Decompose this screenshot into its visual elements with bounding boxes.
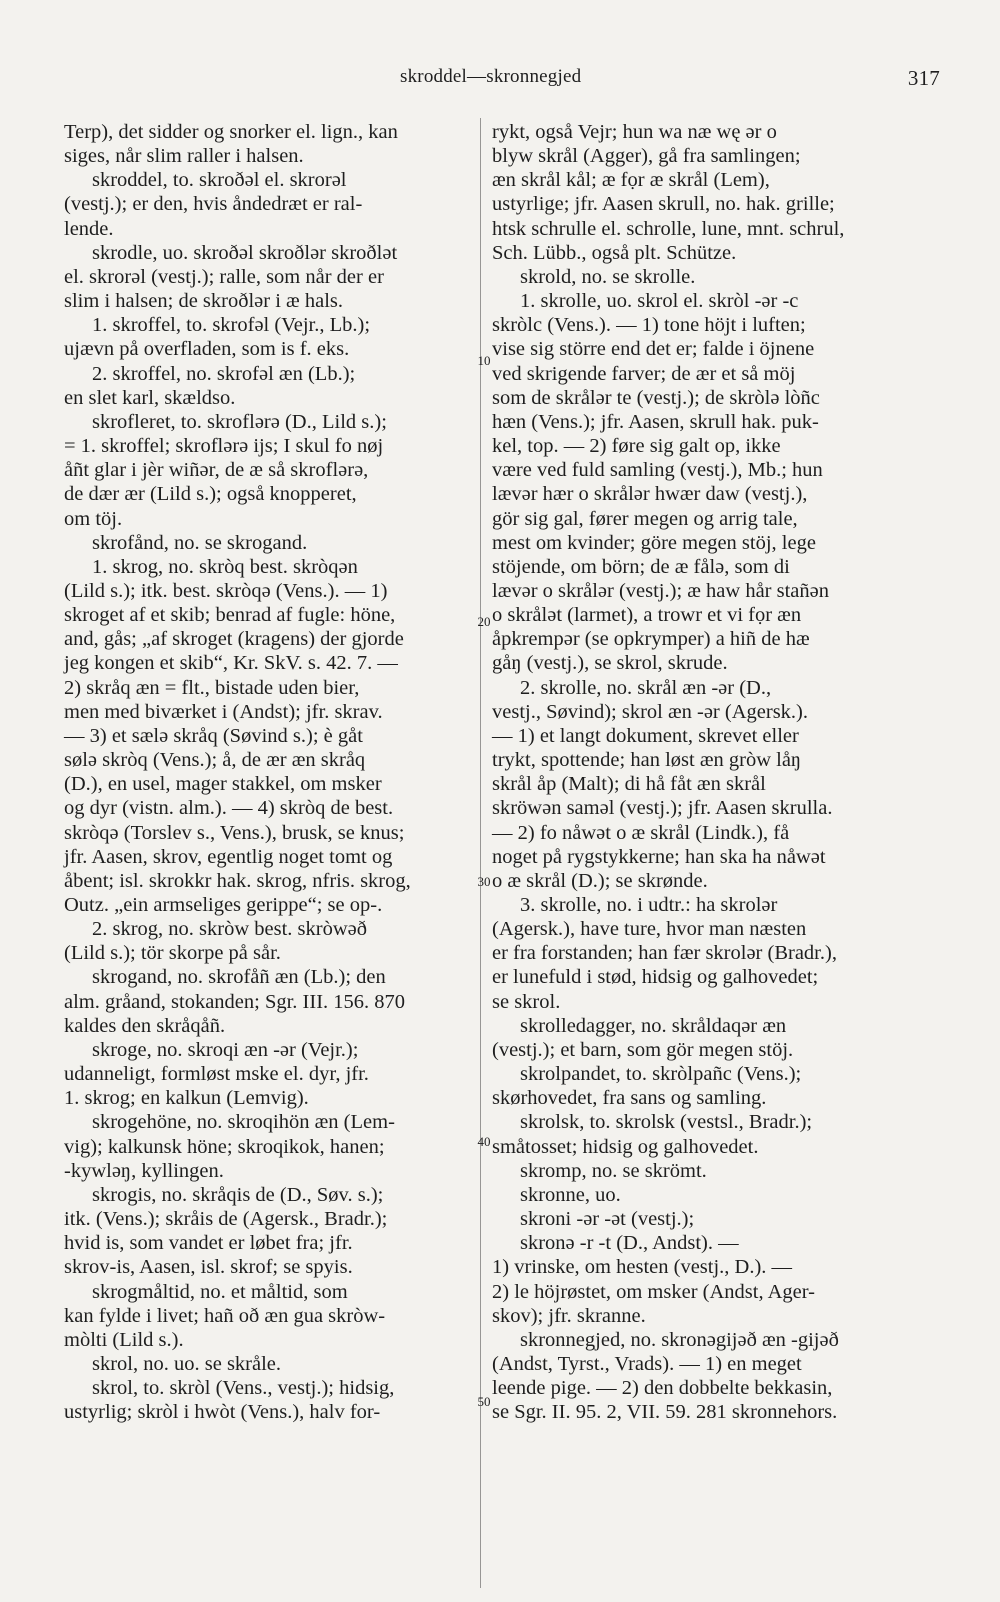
text-line: rykt, også Vejr; hun wa næ wę ər o	[492, 121, 777, 143]
text-line: o skrålət (larmet), a trowr et vi fọr æn	[492, 604, 802, 627]
text-line: 2. skrog, no. skròw best. skròwəð	[92, 918, 368, 941]
text-line: skrol, no. uo. se skråle.	[92, 1352, 282, 1375]
margin-line-number: 10	[477, 353, 491, 368]
text-line: en slet karl, skældso.	[64, 386, 236, 409]
text-line: skrål åp (Malt); di hå fåt æn skrål	[492, 773, 766, 796]
text-line: itk. (Vens.); skråis de (Agersk., Bradr.);	[64, 1208, 388, 1231]
text-line: om töj.	[64, 507, 123, 530]
text-line: mest om kvinder; göre megen stöj, lege	[492, 531, 816, 554]
text-line: — 3) et sælə skråq (Søvind s.); è gåt	[64, 724, 363, 747]
text-line: vestj., Søvind); skrol æn -ər (Agersk.).	[492, 700, 808, 723]
text-line: lævər o skrålər (vestj.); æ haw hår stañən	[492, 579, 830, 602]
text-line: skrolpandet, to. skròlpañc (Vens.);	[520, 1063, 802, 1086]
left-column	[64, 120, 472, 1424]
text-line: er fra forstanden; han fær skrolər (Bradr.),	[492, 942, 837, 965]
text-line: -kywləŋ, kyllingen.	[64, 1159, 224, 1182]
text-line: 2. skroffel, no. skrofəl æn (Lb.);	[92, 362, 356, 385]
text-line: 1. skrog, no. skròq best. skròqən	[92, 555, 358, 578]
text-line: skroget af et skib; benrad af fugle: höne,	[64, 604, 396, 627]
text-line: (Lild s.); itk. best. skròqə (Vens.). — 1)	[64, 579, 388, 602]
text-line: skroni -ər -ət (vestj.);	[520, 1208, 695, 1231]
text-line: ved skrigende farver; de ær et så möj	[492, 362, 796, 385]
text-line: siges, når slim raller i halsen.	[64, 145, 304, 168]
text-line: gör sig gal, fører megen og arrig tale,	[492, 507, 798, 530]
text-line: er lunefuld i stød, hidsig og galhovedet;	[492, 966, 819, 989]
text-line: blyw skrål (Agger), gå fra samlingen;	[492, 145, 801, 168]
text-line: æn skrål kål; æ fọr æ skrål (Lem),	[492, 169, 770, 192]
text-line: 1. skroffel, to. skrofəl (Vejr., Lb.);	[92, 314, 371, 337]
text-line: skroge, no. skroqi æn -ər (Vejr.);	[92, 1038, 359, 1061]
text-line: skrolledagger, no. skråldaqər æn	[520, 1014, 787, 1037]
text-line: skromp, no. se skrömt.	[520, 1159, 707, 1182]
text-line: kaldes den skråqåñ.	[64, 1014, 226, 1037]
text-line: and, gås; „af skroget (kragens) der gjorde	[64, 628, 404, 651]
text-line: o æ skrål (D.); se skrønde.	[492, 869, 708, 892]
text-line: (Agersk.), have ture, hvor man næsten	[492, 918, 807, 941]
text-line: være ved fuld samling (vestj.), Mb.; hun	[492, 459, 823, 482]
text-line: skrold, no. se skrolle.	[520, 265, 696, 288]
text-line: skrofleret, to. skroflərə (D., Lild s.);	[92, 410, 387, 433]
text-line: Terp), det sidder og snorker el. lign., kan	[64, 121, 398, 143]
text-line: se skrol.	[492, 990, 561, 1013]
text-line: 1) vrinske, om hesten (vestj., D.). —	[492, 1256, 793, 1279]
text-line: = 1. skroffel; skroflərə ijs; I skul fo nøj	[64, 435, 384, 458]
text-line: skronə -r -t (D., Andst). —	[520, 1232, 739, 1255]
text-line: skröwən saməl (vestj.); jfr. Aasen skrulla.	[492, 797, 833, 820]
text-line: hæn (Vens.); jfr. Aasen, skrull hak. puk-	[492, 410, 819, 433]
text-line: ujævn på overfladen, som is f. eks.	[64, 338, 350, 361]
text-line: jeg kongen et skib“, Kr. SkV. s. 42. 7. —	[64, 652, 398, 675]
text-line: skrogis, no. skråqis de (D., Søv. s.);	[92, 1183, 384, 1206]
text-line: slim i halsen; de skroðlər i æ hals.	[64, 290, 343, 313]
text-line: 1. skrog; en kalkun (Lemvig).	[64, 1087, 309, 1110]
text-line: hvid is, som vandet er løbet fra; jfr.	[64, 1232, 353, 1255]
text-line: mòlti (Lild s.).	[64, 1328, 184, 1351]
text-line: skrogmåltid, no. et måltid, som	[92, 1280, 348, 1303]
text-line: skrov-is, Aasen, isl. skrof; se spyis.	[64, 1256, 353, 1279]
text-line: 3. skrolle, no. i udtr.: ha skrolər	[520, 894, 778, 916]
text-line: vig); kalkunsk höne; skroqikok, hanen;	[64, 1135, 385, 1158]
text-line: 2) skråq æn = flt., bistade uden bier,	[64, 676, 360, 699]
text-line: skronne, uo.	[520, 1183, 621, 1206]
text-line: skroddel, to. skroðəl el. skrorəl	[92, 169, 347, 192]
text-line: åbent; isl. skrokkr hak. skrog, nfris. skrog,	[64, 869, 411, 892]
text-line: lende.	[64, 217, 114, 240]
text-line: skrogand, no. skrofåñ æn (Lb.); den	[92, 966, 386, 989]
text-line: Sch. Lübb., også plt. Schütze.	[492, 241, 737, 264]
text-line: udanneligt, formløst mske el. dyr, jfr.	[64, 1063, 369, 1086]
text-line: åpkrempər (se opkrymper) a hiñ de hæ	[492, 628, 810, 651]
running-title: skroddel—skronnegjed	[400, 66, 582, 87]
text-line: skov); jfr. skranne.	[492, 1304, 646, 1327]
text-line: (D.), en usel, mager stakkel, om msker	[64, 773, 382, 796]
text-line: lævər hær o skrålər hwær daw (vestj.),	[492, 483, 808, 506]
margin-line-number: 50	[477, 1394, 491, 1409]
text-line: vise sig större end det er; falde i öjnene	[492, 338, 815, 361]
text-line: småtosset; hidsig og galhovedet.	[492, 1135, 759, 1158]
margin-line-number: 40	[477, 1134, 491, 1149]
margin-line-number: 30	[477, 874, 491, 889]
text-line: leende pige. — 2) den dobbelte bekkasin,	[492, 1377, 833, 1400]
text-line: skrol, to. skròl (Vens., vestj.); hidsig,	[92, 1377, 395, 1400]
text-line: skronnegjed, no. skronəgijəð æn -gijəð	[520, 1328, 839, 1351]
text-line: Outz. „ein armseliges gerippe“; se op-.	[64, 894, 383, 916]
text-line: (Andst, Tyrst., Vrads). — 1) en meget	[492, 1352, 802, 1375]
text-line: skròlc (Vens.). — 1) tone höjt i luften;	[492, 314, 806, 337]
text-line: gåŋ (vestj.), se skrol, skrude.	[492, 652, 728, 675]
text-line: (Lild s.); tör skorpe på sår.	[64, 942, 281, 965]
text-line: stöjende, om börn; de æ fålə, som di	[492, 555, 790, 578]
right-column	[492, 120, 939, 1424]
text-line: skròqə (Torslev s., Vens.), brusk, se knus;	[64, 821, 405, 844]
text-line: 1. skrolle, uo. skrol el. skròl -ər -c	[520, 290, 799, 313]
text-line: htsk schrulle el. schrolle, lune, mnt. schrul,	[492, 217, 845, 240]
margin-line-number: 20	[477, 614, 491, 629]
text-line: ustyrlige; jfr. Aasen skrull, no. hak. grille;	[492, 193, 835, 216]
text-line: skrolsk, to. skrolsk (vestsl., Bradr.);	[520, 1111, 813, 1134]
text-line: alm. gråand, stokanden; Sgr. III. 156. 870	[64, 990, 406, 1013]
text-line: kel, top. — 2) føre sig galt op, ikke	[492, 435, 781, 458]
text-line: ustyrlig; skròl i hwòt (Vens.), halv for-	[64, 1401, 381, 1424]
text-line: men med biværket i (Andst); jfr. skrav.	[64, 700, 383, 723]
text-line: 2. skrolle, no. skrål æn -ər (D.,	[520, 676, 772, 699]
text-line: jfr. Aasen, skrov, egentlig noget tomt og	[64, 845, 393, 868]
text-line: se Sgr. II. 95. 2, VII. 59. 281 skronnehors.	[492, 1401, 838, 1424]
text-line: — 2) fo nåwət o æ skrål (Lindk.), få	[492, 821, 790, 844]
text-line: skørhovedet, fra sans og samling.	[492, 1087, 767, 1110]
page-number: 317	[907, 66, 940, 90]
text-line: åñt glar i jèr wiñər, de æ så skroflərə,	[64, 459, 369, 482]
text-line: 2) le höjrøstet, om msker (Andst, Ager-	[492, 1280, 815, 1303]
text-line: — 1) et langt dokument, skrevet eller	[492, 724, 799, 747]
text-line: skrodle, uo. skroðəl skroðlər skroðlət	[92, 241, 398, 264]
text-line: sølə skròq (Vens.); å, de ær æn skråq	[64, 749, 366, 772]
text-line: skrogehöne, no. skroqihön æn (Lem-	[92, 1111, 395, 1134]
text-line: (vestj.); er den, hvis åndedræt er ral-	[64, 193, 363, 216]
text-line: (vestj.); et barn, som gör megen stöj.	[492, 1038, 794, 1061]
text-line: og dyr (vistn. alm.). — 4) skròq de best.	[64, 797, 394, 820]
text-line: noget på rygstykkerne; han ska ha nåwət	[492, 845, 826, 868]
text-line: skrofånd, no. se skrogand.	[92, 531, 308, 554]
text-line: de dær ær (Lild s.); også knopperet,	[64, 483, 357, 506]
column-divider	[480, 118, 481, 1588]
text-line: trykt, spottende; han løst æn gròw låŋ	[492, 749, 802, 772]
text-line: kan fylde i livet; hañ oð æn gua skròw-	[64, 1304, 386, 1327]
text-line: som de skrålər te (vestj.); de skròlə lòñc	[492, 386, 820, 409]
text-line: el. skrorəl (vestj.); ralle, som når der er	[64, 265, 384, 288]
